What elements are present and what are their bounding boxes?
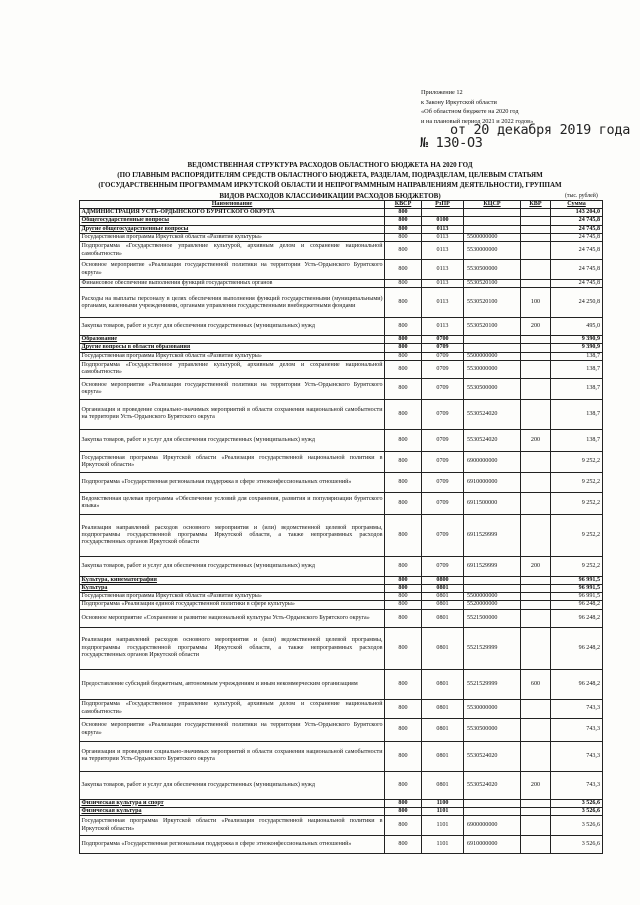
cell-name: Культура: [80, 585, 385, 593]
cell-rzpr: 0709: [422, 472, 464, 492]
cell-rzpr: 0801: [422, 609, 464, 627]
table-row: [80, 741, 603, 771]
table-row: [80, 816, 603, 836]
cell-kvsr: 800: [385, 609, 422, 627]
appendix-line: Приложение 12: [421, 89, 463, 96]
cell-name: Подпрограмма «Государственное управление культурой, архивным делом и сохранение национальной самобытности»: [80, 360, 385, 378]
cell-kvr: [521, 472, 551, 492]
cell-kcsr: 5530500000: [464, 718, 521, 741]
cell-kvr: [521, 807, 551, 815]
cell-sum: 24 745,8: [551, 242, 603, 260]
cell-name: Государственная программа Иркутской области «Развитие культуры»: [80, 352, 385, 360]
cell-rzpr: 0801: [422, 585, 464, 593]
cell-sum: 24 250,8: [551, 288, 603, 318]
cell-kcsr: 5530524020: [464, 399, 521, 429]
table-row: [80, 593, 603, 601]
cell-kvr: [521, 217, 551, 225]
cell-name: Основное мероприятие «Сохранение и развитие национальной культуры Усть-Ордынского Бурятского округа»: [80, 609, 385, 627]
table-row: [80, 718, 603, 741]
table-row: [80, 451, 603, 472]
cell-kvsr: 800: [385, 360, 422, 378]
cell-kvr: [521, 799, 551, 807]
cell-kvr: [521, 378, 551, 399]
cell-kvsr: 800: [385, 451, 422, 472]
cell-sum: 24 745,8: [551, 217, 603, 225]
cell-rzpr: 0801: [422, 627, 464, 669]
table-row: [80, 429, 603, 451]
cell-name: Основное мероприятие «Реализация государственной политики на территории Усть-Ордынского Бурятского округа»: [80, 378, 385, 399]
cell-name: Закупка товаров, работ и услуг для обеспечения государственных (муниципальных) нужд: [80, 429, 385, 451]
cell-kvr: [521, 360, 551, 378]
cell-kvr: [521, 699, 551, 718]
cell-kcsr: 5521529999: [464, 669, 521, 699]
cell-name: Общегосударственные вопросы: [80, 217, 385, 225]
cell-kvsr: 800: [385, 399, 422, 429]
cell-rzpr: 0800: [422, 576, 464, 584]
cell-sum: 96 991,5: [551, 585, 603, 593]
cell-sum: 24 745,8: [551, 280, 603, 288]
cell-kvsr: 800: [385, 336, 422, 344]
table-header-row: [80, 201, 603, 209]
stamp-number: № 130-ОЗ: [420, 135, 483, 151]
cell-name: Другие вопросы в области образования: [80, 344, 385, 352]
cell-kvr: [521, 260, 551, 280]
cell-kvr: [521, 225, 551, 233]
cell-name: Другие общегосударственные вопросы: [80, 225, 385, 233]
cell-name: Государственная программа Иркутской области «Развитие культуры»: [80, 593, 385, 601]
cell-kvsr: 800: [385, 669, 422, 699]
cell-kvr: [521, 585, 551, 593]
cell-rzpr: 0113: [422, 233, 464, 241]
cell-kvsr: 800: [385, 718, 422, 741]
cell-kvr: [521, 451, 551, 472]
cell-name: Закупка товаров, работ и услуг для обеспечения государственных (муниципальных) нужд: [80, 771, 385, 799]
cell-kvsr: 800: [385, 242, 422, 260]
table-row: [80, 344, 603, 352]
table-row: [80, 807, 603, 815]
cell-name: Образование: [80, 336, 385, 344]
cell-kvsr: 800: [385, 585, 422, 593]
cell-kcsr: 5521500000: [464, 609, 521, 627]
cell-kcsr: [464, 217, 521, 225]
cell-sum: 743,3: [551, 718, 603, 741]
cell-kcsr: 5530000000: [464, 360, 521, 378]
table-row: [80, 217, 603, 225]
cell-sum: 143 204,0: [551, 209, 603, 217]
cell-kcsr: 5520000000: [464, 601, 521, 609]
cell-sum: 96 248,2: [551, 627, 603, 669]
cell-kcsr: [464, 344, 521, 352]
cell-kvsr: 800: [385, 378, 422, 399]
cell-kvsr: 800: [385, 280, 422, 288]
cell-rzpr: 0709: [422, 556, 464, 576]
cell-sum: 96 248,2: [551, 601, 603, 609]
title-line: ВИДОВ РАСХОДОВ КЛАССИФИКАЦИИ РАСХОДОВ БЮДЖЕТОВ): [219, 191, 441, 200]
cell-rzpr: 0700: [422, 336, 464, 344]
table-row: [80, 836, 603, 854]
cell-kvr: [521, 741, 551, 771]
cell-kvsr: 800: [385, 233, 422, 241]
cell-sum: 24 745,8: [551, 233, 603, 241]
table-row: [80, 352, 603, 360]
cell-kcsr: 6900000000: [464, 451, 521, 472]
cell-kvr: [521, 336, 551, 344]
cell-kcsr: [464, 585, 521, 593]
cell-kvr: [521, 601, 551, 609]
cell-name: Предоставление субсидий бюджетным, автономным учреждениям и иным некоммерческим организациям: [80, 669, 385, 699]
cell-kvsr: 800: [385, 593, 422, 601]
cell-rzpr: 0709: [422, 514, 464, 556]
cell-name: АДМИНИСТРАЦИЯ УСТЬ-ОРДЫНСКОГО БУРЯТСКОГО ОКРУГА: [80, 209, 385, 217]
cell-kvr: 200: [521, 318, 551, 336]
cell-kvsr: 800: [385, 807, 422, 815]
cell-kvr: [521, 492, 551, 514]
cell-kvsr: 800: [385, 816, 422, 836]
table-row: [80, 209, 603, 217]
cell-kvr: [521, 576, 551, 584]
cell-rzpr: 0709: [422, 399, 464, 429]
cell-rzpr: 0113: [422, 225, 464, 233]
title-line: (ГОСУДАРСТВЕННЫМ ПРОГРАММАМ ИРКУТСКОЙ ОБЛАСТИ И НЕПРОГРАММНЫМ НАПРАВЛЕНИЯМ ДЕЯТЕЛЬНОСТИ), ГРУППАМ: [98, 181, 562, 190]
cell-kvsr: 800: [385, 699, 422, 718]
header-sum: Сумма: [551, 201, 603, 209]
table-row: [80, 771, 603, 799]
cell-sum: 96 991,5: [551, 576, 603, 584]
cell-kvsr: 800: [385, 492, 422, 514]
title-line: (ПО ГЛАВНЫМ РАСПОРЯДИТЕЛЯМ СРЕДСТВ ОБЛАСТНОГО БЮДЖЕТА, РАЗДЕЛАМ, ПОДРАЗДЕЛАМ, ЦЕЛЕВЫМ СТАТЬЯМ: [117, 171, 543, 180]
cell-sum: 9 252,2: [551, 514, 603, 556]
table-body: [80, 209, 603, 854]
cell-kvsr: 800: [385, 799, 422, 807]
cell-kvsr: 800: [385, 771, 422, 799]
cell-name: Физическая культура: [80, 807, 385, 815]
cell-sum: 9 252,2: [551, 451, 603, 472]
cell-kcsr: 6911529999: [464, 514, 521, 556]
table-row: [80, 699, 603, 718]
cell-sum: 3 526,6: [551, 799, 603, 807]
cell-kcsr: 5521529999: [464, 627, 521, 669]
cell-kcsr: [464, 807, 521, 815]
cell-name: Реализация направлений расходов основного мероприятия и (или) ведомственной целевой программы, подпрограммы государственной программы Иркутской области, а также непрограммных расходов государственных органов Иркутской области: [80, 627, 385, 669]
table-row: [80, 601, 603, 609]
table-row: [80, 492, 603, 514]
cell-rzpr: 0709: [422, 429, 464, 451]
cell-sum: 9 252,2: [551, 556, 603, 576]
cell-kcsr: 5500000000: [464, 233, 521, 241]
cell-sum: 9 390,9: [551, 344, 603, 352]
cell-name: Подпрограмма «Государственное управление культурой, архивным делом и сохранение национальной самобытности»: [80, 242, 385, 260]
table-row: [80, 627, 603, 669]
appendix-note: [421, 88, 621, 126]
cell-rzpr: 1101: [422, 836, 464, 854]
cell-name: Подпрограмма «Государственное управление культурой, архивным делом и сохранение национальной самобытности»: [80, 699, 385, 718]
cell-rzpr: 0113: [422, 260, 464, 280]
cell-kvr: [521, 209, 551, 217]
cell-name: Реализация направлений расходов основного мероприятия и (или) ведомственной целевой программы, подпрограммы государственной программы Иркутской области, а также непрограммных расходов государственных органов Иркутской области: [80, 514, 385, 556]
cell-sum: 3 526,6: [551, 816, 603, 836]
table-row: [80, 360, 603, 378]
cell-name: Государственная программа Иркутской области «Реализация государственной национальной политики в Иркутской области»: [80, 816, 385, 836]
cell-kcsr: 6910000000: [464, 472, 521, 492]
cell-kvsr: 800: [385, 556, 422, 576]
cell-kvsr: 800: [385, 429, 422, 451]
cell-kvr: [521, 593, 551, 601]
table-row: [80, 585, 603, 593]
cell-kvsr: 800: [385, 344, 422, 352]
cell-sum: 96 991,5: [551, 593, 603, 601]
cell-kvsr: 800: [385, 260, 422, 280]
cell-kvr: 200: [521, 429, 551, 451]
unit-label: (тыс. рублей): [565, 193, 598, 199]
cell-name: Финансовое обеспечение выполнения функций государственных органов: [80, 280, 385, 288]
table-row: [80, 280, 603, 288]
cell-kvr: [521, 344, 551, 352]
table-row: [80, 799, 603, 807]
cell-name: Подпрограмма «Государственная региональная поддержка в сфере этноконфессиональных отношений»: [80, 836, 385, 854]
cell-rzpr: 0801: [422, 699, 464, 718]
cell-sum: 138,7: [551, 399, 603, 429]
table-row: [80, 609, 603, 627]
cell-sum: 24 745,8: [551, 225, 603, 233]
cell-kvr: [521, 280, 551, 288]
cell-rzpr: 0709: [422, 378, 464, 399]
cell-rzpr: 0801: [422, 771, 464, 799]
cell-rzpr: [422, 209, 464, 217]
cell-rzpr: 0801: [422, 669, 464, 699]
cell-rzpr: 0100: [422, 217, 464, 225]
cell-sum: 495,0: [551, 318, 603, 336]
cell-kcsr: 5530000000: [464, 699, 521, 718]
cell-kcsr: 5530524020: [464, 429, 521, 451]
cell-kcsr: [464, 209, 521, 217]
table-row: [80, 336, 603, 344]
appendix-line: и на плановый период 2021 и 2022 годов»: [421, 117, 534, 125]
table-row: [80, 318, 603, 336]
header-kvsr: КВСР: [385, 201, 422, 209]
cell-rzpr: 0801: [422, 718, 464, 741]
cell-kvsr: 800: [385, 627, 422, 669]
cell-kcsr: 5530520100: [464, 280, 521, 288]
cell-rzpr: 1101: [422, 816, 464, 836]
cell-rzpr: 1101: [422, 807, 464, 815]
title-line: ВЕДОМСТВЕННАЯ СТРУКТУРА РАСХОДОВ ОБЛАСТНОГО БЮДЖЕТА НА 2020 ГОД: [187, 161, 473, 169]
cell-kvsr: 800: [385, 209, 422, 217]
cell-name: Культура, кинематография: [80, 576, 385, 584]
cell-kvsr: 800: [385, 472, 422, 492]
cell-name: Организация и проведение социально-значимых мероприятий в области сохранения национальной самобытности на территории Усть-Ордынского Бурятского округа: [80, 399, 385, 429]
cell-name: Государственная программа Иркутской области «Развитие культуры»: [80, 233, 385, 241]
cell-kvsr: 800: [385, 514, 422, 556]
cell-name: Закупка товаров, работ и услуг для обеспечения государственных (муниципальных) нужд: [80, 556, 385, 576]
cell-kvr: [521, 352, 551, 360]
cell-kcsr: 5500000000: [464, 593, 521, 601]
cell-sum: 138,7: [551, 360, 603, 378]
cell-name: Закупка товаров, работ и услуг для обеспечения государственных (муниципальных) нужд: [80, 318, 385, 336]
cell-kvsr: 800: [385, 576, 422, 584]
cell-rzpr: 0709: [422, 352, 464, 360]
table-row: [80, 242, 603, 260]
cell-kvr: [521, 514, 551, 556]
cell-sum: 9 252,2: [551, 492, 603, 514]
cell-rzpr: 0113: [422, 242, 464, 260]
cell-rzpr: 0113: [422, 318, 464, 336]
document-title: [60, 160, 600, 201]
cell-sum: 9 390,9: [551, 336, 603, 344]
header-kcsr: КЦСР: [464, 201, 521, 209]
cell-sum: 743,3: [551, 741, 603, 771]
cell-kcsr: [464, 799, 521, 807]
appendix-line: к Закону Иркутской области: [421, 98, 497, 106]
table-row: [80, 514, 603, 556]
cell-sum: 138,7: [551, 352, 603, 360]
cell-sum: 9 252,2: [551, 472, 603, 492]
expenditure-table: [79, 200, 603, 854]
cell-kvr: [521, 233, 551, 241]
table-row: [80, 556, 603, 576]
cell-kcsr: 5530500000: [464, 378, 521, 399]
cell-kvr: 600: [521, 669, 551, 699]
cell-kvsr: 800: [385, 288, 422, 318]
cell-rzpr: 0801: [422, 741, 464, 771]
cell-rzpr: 0801: [422, 601, 464, 609]
cell-kvr: [521, 836, 551, 854]
cell-kcsr: 6900000000: [464, 816, 521, 836]
cell-kvsr: 800: [385, 318, 422, 336]
table-row: [80, 472, 603, 492]
cell-sum: 743,3: [551, 699, 603, 718]
cell-name: Подпрограмма «Государственная региональная поддержка в сфере этноконфессиональных отношений»: [80, 472, 385, 492]
table-row: [80, 233, 603, 241]
cell-kcsr: 6910000000: [464, 836, 521, 854]
cell-name: Подпрограмма «Реализация единой государственной политики в сфере культуры»: [80, 601, 385, 609]
cell-sum: 138,7: [551, 429, 603, 451]
cell-kcsr: 5530524020: [464, 771, 521, 799]
cell-name: Государственная программа Иркутской области «Реализация государственной национальной политики в Иркутской области»: [80, 451, 385, 472]
cell-name: Ведомственная целевая программа «Обеспечение условий для сохранения, развития и популяризации бурятского языка»: [80, 492, 385, 514]
stamp-date: от 20 декабря 2019 года: [450, 122, 631, 138]
cell-kvsr: 800: [385, 836, 422, 854]
cell-kvr: 200: [521, 556, 551, 576]
cell-kvsr: 800: [385, 352, 422, 360]
table-row: [80, 576, 603, 584]
cell-rzpr: 0709: [422, 451, 464, 472]
cell-name: Основное мероприятие «Реализация государственной политики на территории Усть-Ордынского Бурятского округа»: [80, 718, 385, 741]
cell-kcsr: [464, 225, 521, 233]
cell-kcsr: 5500000000: [464, 352, 521, 360]
cell-kvr: 100: [521, 288, 551, 318]
cell-rzpr: 0709: [422, 360, 464, 378]
cell-rzpr: 0709: [422, 344, 464, 352]
header-kvr: КВР: [521, 201, 551, 209]
cell-kcsr: [464, 336, 521, 344]
cell-kvsr: 800: [385, 741, 422, 771]
cell-sum: 24 745,8: [551, 260, 603, 280]
cell-rzpr: 0113: [422, 280, 464, 288]
cell-sum: 138,7: [551, 378, 603, 399]
cell-rzpr: 1100: [422, 799, 464, 807]
cell-kcsr: 5530000000: [464, 242, 521, 260]
cell-name: Физическая культура и спорт: [80, 799, 385, 807]
table-row: [80, 399, 603, 429]
cell-name: Основное мероприятие «Реализация государственной политики на территории Усть-Ордынского Бурятского округа»: [80, 260, 385, 280]
cell-kcsr: 6911500000: [464, 492, 521, 514]
cell-kcsr: 5530520100: [464, 318, 521, 336]
cell-kvr: [521, 816, 551, 836]
cell-kcsr: 5530524020: [464, 741, 521, 771]
table-row: [80, 378, 603, 399]
cell-rzpr: 0801: [422, 593, 464, 601]
cell-kvr: 200: [521, 771, 551, 799]
cell-kvsr: 800: [385, 225, 422, 233]
header-rzpr: РзПР: [422, 201, 464, 209]
cell-rzpr: 0113: [422, 288, 464, 318]
cell-kvsr: 800: [385, 601, 422, 609]
cell-sum: 3 526,6: [551, 807, 603, 815]
cell-kvr: [521, 627, 551, 669]
cell-kvr: [521, 718, 551, 741]
appendix-line: «Об областном бюджете на 2020 год: [421, 108, 519, 116]
header-name: Наименование: [80, 201, 385, 209]
cell-sum: 3 526,6: [551, 836, 603, 854]
cell-kvsr: 800: [385, 217, 422, 225]
cell-kvr: [521, 242, 551, 260]
cell-name: Расходы на выплаты персоналу в целях обеспечения выполнения функций государственными (муниципальными) органами, казенными учреждениями, органами управления государственными внебюджетными фондами: [80, 288, 385, 318]
table-row: [80, 225, 603, 233]
cell-name: Организация и проведение социально-значимых мероприятий в области сохранения национальной самобытности на территории Усть-Ордынского Бурятского округа: [80, 741, 385, 771]
cell-kcsr: 6911529999: [464, 556, 521, 576]
cell-kcsr: 5530500000: [464, 260, 521, 280]
cell-sum: 743,3: [551, 771, 603, 799]
cell-sum: 96 248,2: [551, 669, 603, 699]
cell-sum: 96 248,2: [551, 609, 603, 627]
cell-kvr: [521, 609, 551, 627]
table-row: [80, 260, 603, 280]
table-row: [80, 669, 603, 699]
cell-kvr: [521, 399, 551, 429]
table-row: [80, 288, 603, 318]
cell-rzpr: 0709: [422, 492, 464, 514]
cell-kcsr: 5530520100: [464, 288, 521, 318]
cell-kcsr: [464, 576, 521, 584]
